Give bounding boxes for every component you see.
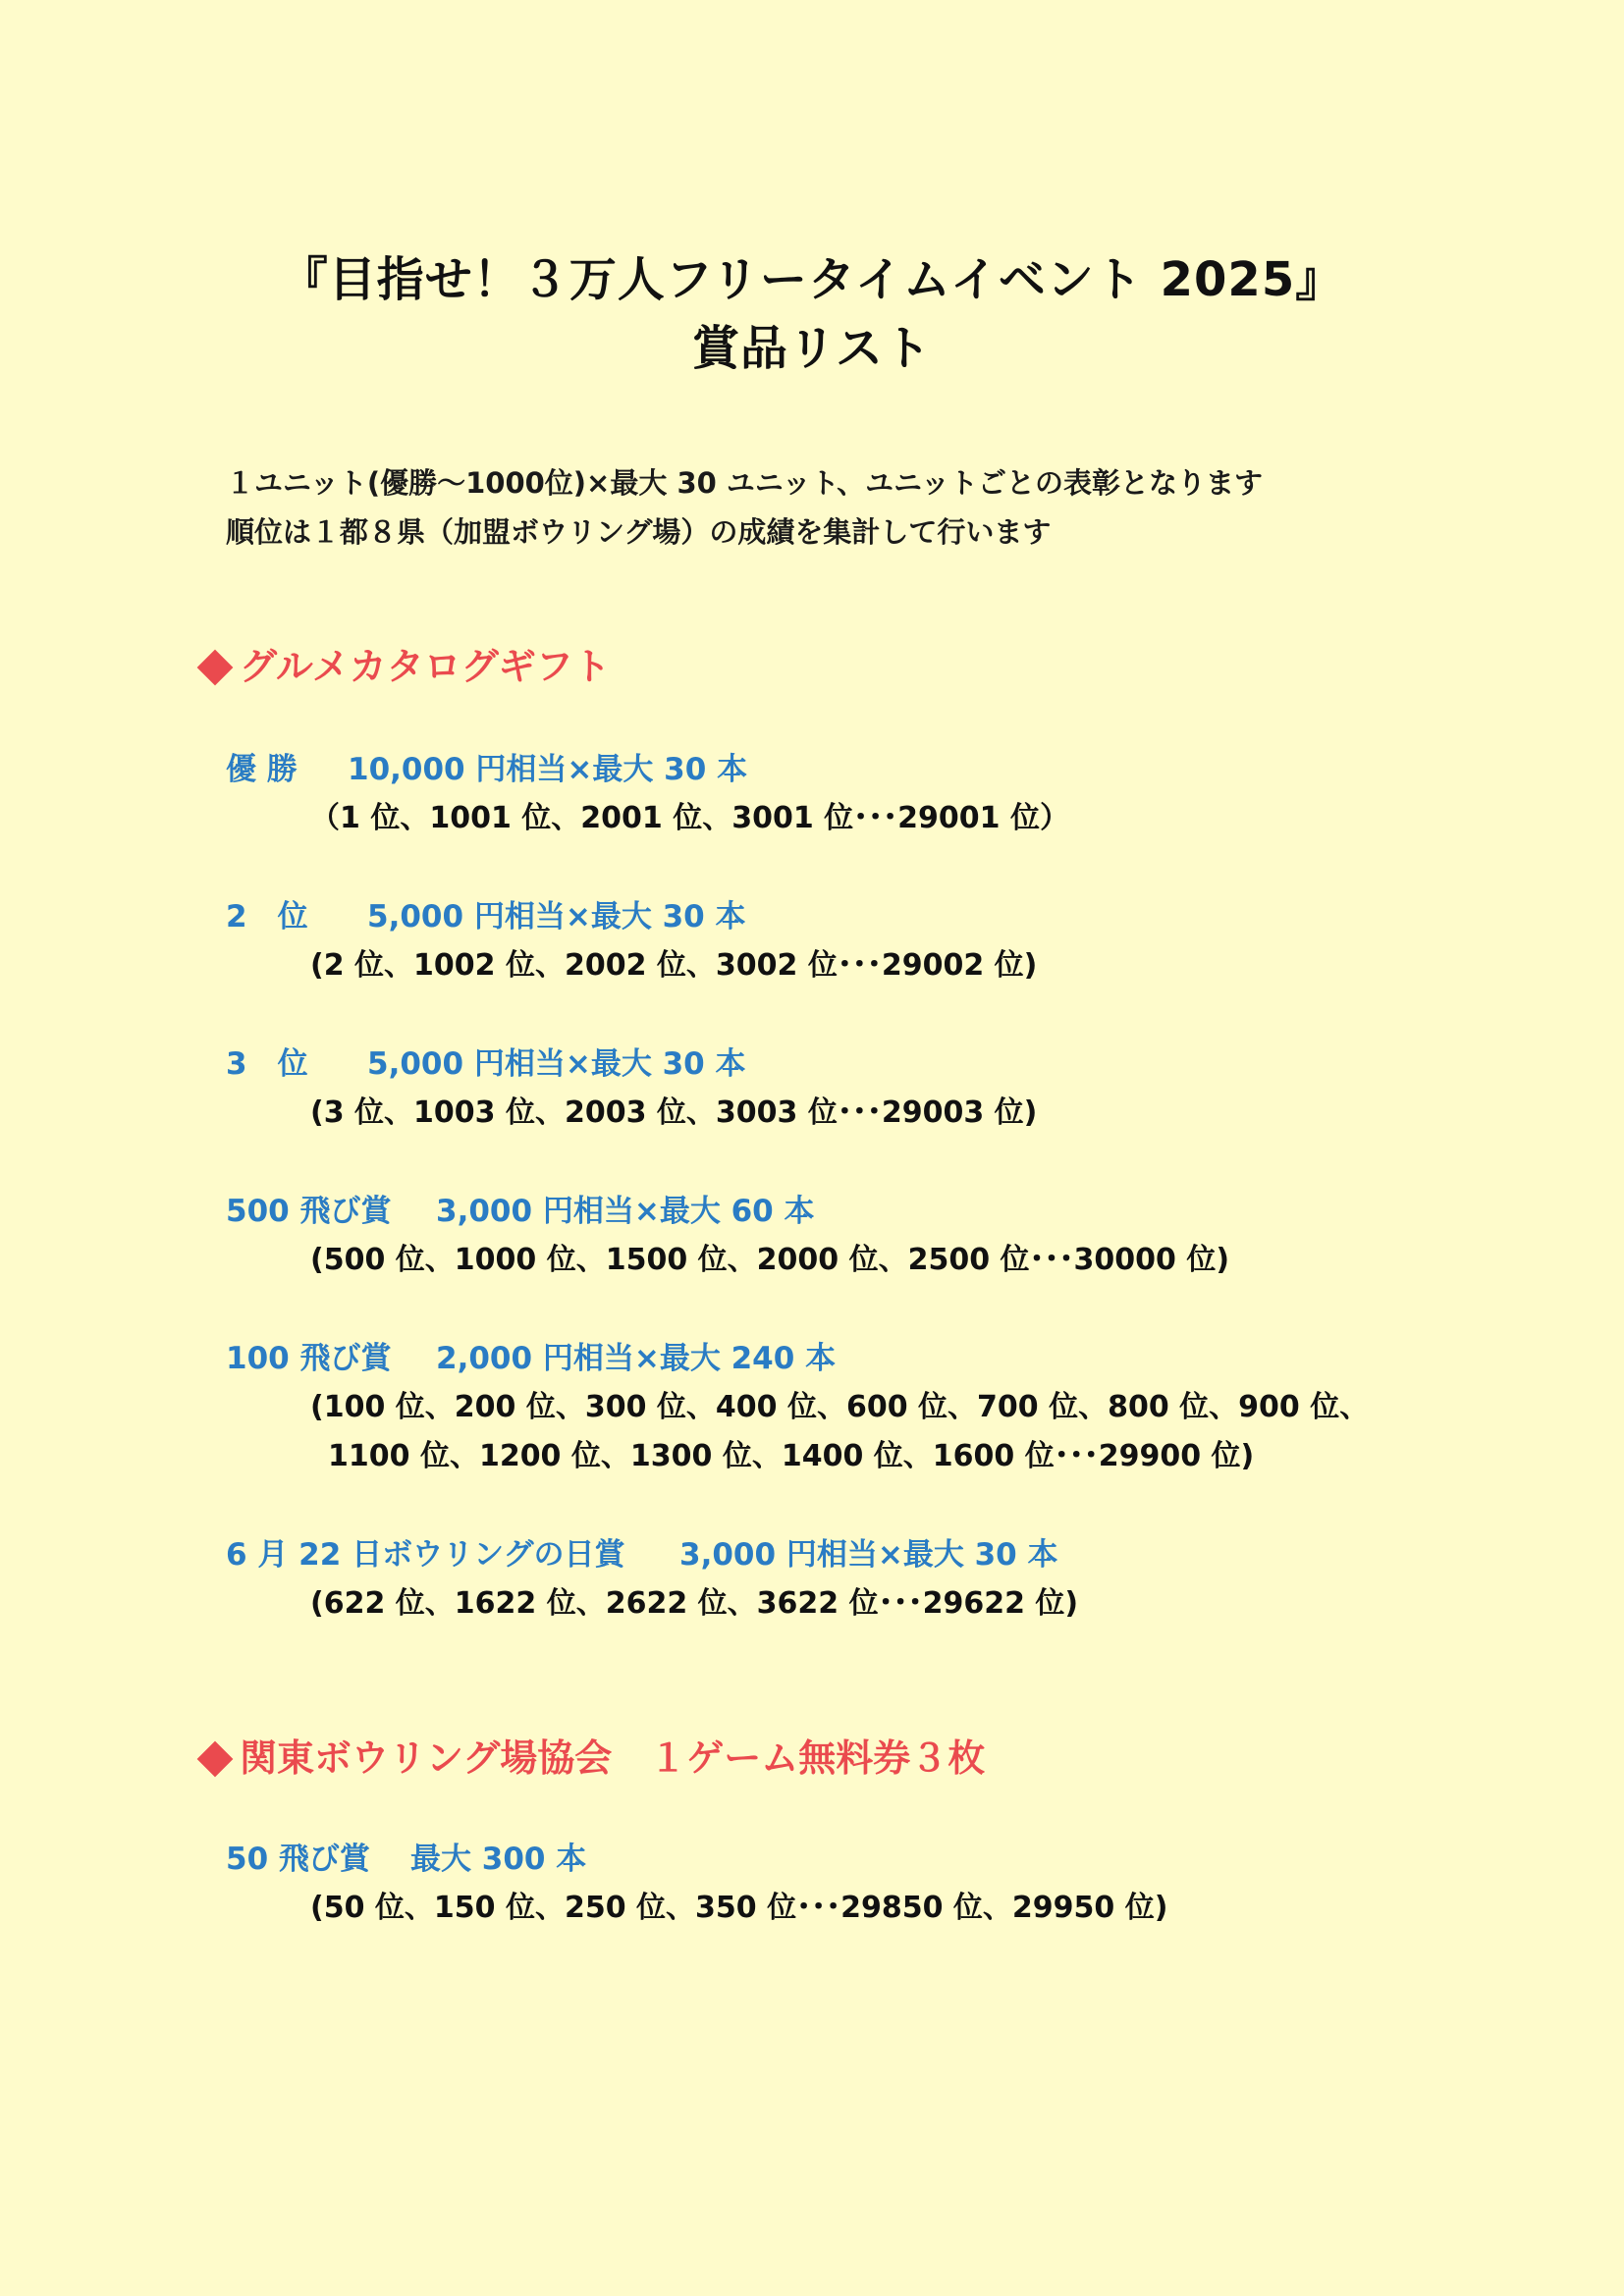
diamond-bullet-icon — [197, 1740, 234, 1777]
prize-label: 500 飛び賞 — [226, 1194, 392, 1229]
prize-label: 50 飛び賞 — [226, 1842, 370, 1877]
prize-value: 10,000 円相当×最大 30 本 — [348, 752, 748, 787]
prize-50-interval — [226, 1834, 586, 1878]
prize-label: 100 飛び賞 — [226, 1341, 392, 1376]
page-title: 『目指せ！３万人フリータイムイベント 2025』 — [280, 252, 1344, 307]
prize-detail: (100 位、200 位、300 位、400 位、600 位、700 位、800 位、900 位、 — [310, 1390, 1370, 1424]
intro-line-1: １ユニット(優勝～1000位)×最大 30 ユニット、ユニットごとの表彰となります — [226, 466, 1263, 500]
prize-value: 3,000 円相当×最大 30 本 — [679, 1537, 1058, 1573]
prize-detail: (3 位、1003 位、2003 位、3003 位･･･29003 位) — [310, 1095, 1038, 1130]
section-heading-gourmet — [196, 636, 611, 690]
prize-detail-continued: 1100 位、1200 位、1300 位、1400 位、1600 位･･･29900 位) — [328, 1439, 1255, 1473]
prize-winner — [226, 744, 747, 788]
prize-detail: (50 位、150 位、250 位、350 位･･･29850 位、29950 位) — [310, 1891, 1168, 1925]
prize-500-interval — [226, 1186, 815, 1230]
prize-value: 5,000 円相当×最大 30 本 — [367, 1046, 746, 1082]
prize-label: 優 勝 — [226, 752, 298, 787]
prize-detail: （1 位、1001 位、2001 位、3001 位･･･29001 位） — [310, 801, 1069, 835]
prize-value: 3,000 円相当×最大 60 本 — [436, 1194, 815, 1229]
prize-label: 3 位 — [226, 1046, 308, 1082]
page-subtitle: 賞品リスト — [691, 321, 933, 376]
section-heading-free-game-text: 関東ボウリング場協会 １ゲーム無料券３枚 — [240, 1736, 986, 1780]
prize-detail: (622 位、1622 位、2622 位、3622 位･･･29622 位) — [310, 1586, 1079, 1621]
prize-100-interval — [226, 1333, 836, 1377]
section-heading-gourmet-text: グルメカタログギフト — [240, 645, 611, 688]
section-heading-free-game — [196, 1728, 985, 1782]
diamond-bullet-icon — [197, 649, 234, 685]
prize-3rd — [226, 1039, 746, 1083]
prize-label: 2 位 — [226, 899, 308, 934]
prize-value: 最大 300 本 — [410, 1842, 587, 1877]
prize-detail: (2 位、1002 位、2002 位、3002 位･･･29002 位) — [310, 948, 1038, 983]
prize-value: 5,000 円相当×最大 30 本 — [367, 899, 746, 934]
intro-line-2: 順位は１都８県（加盟ボウリング場）の成績を集計して行います — [226, 515, 1052, 549]
prize-bowling-day — [226, 1529, 1058, 1574]
prize-2nd — [226, 891, 746, 935]
prize-value: 2,000 円相当×最大 240 本 — [436, 1341, 837, 1376]
prize-detail: (500 位、1000 位、1500 位、2000 位、2500 位･･･30000 位) — [310, 1243, 1230, 1277]
prize-label: 6 月 22 日ボウリングの日賞 — [226, 1537, 625, 1573]
